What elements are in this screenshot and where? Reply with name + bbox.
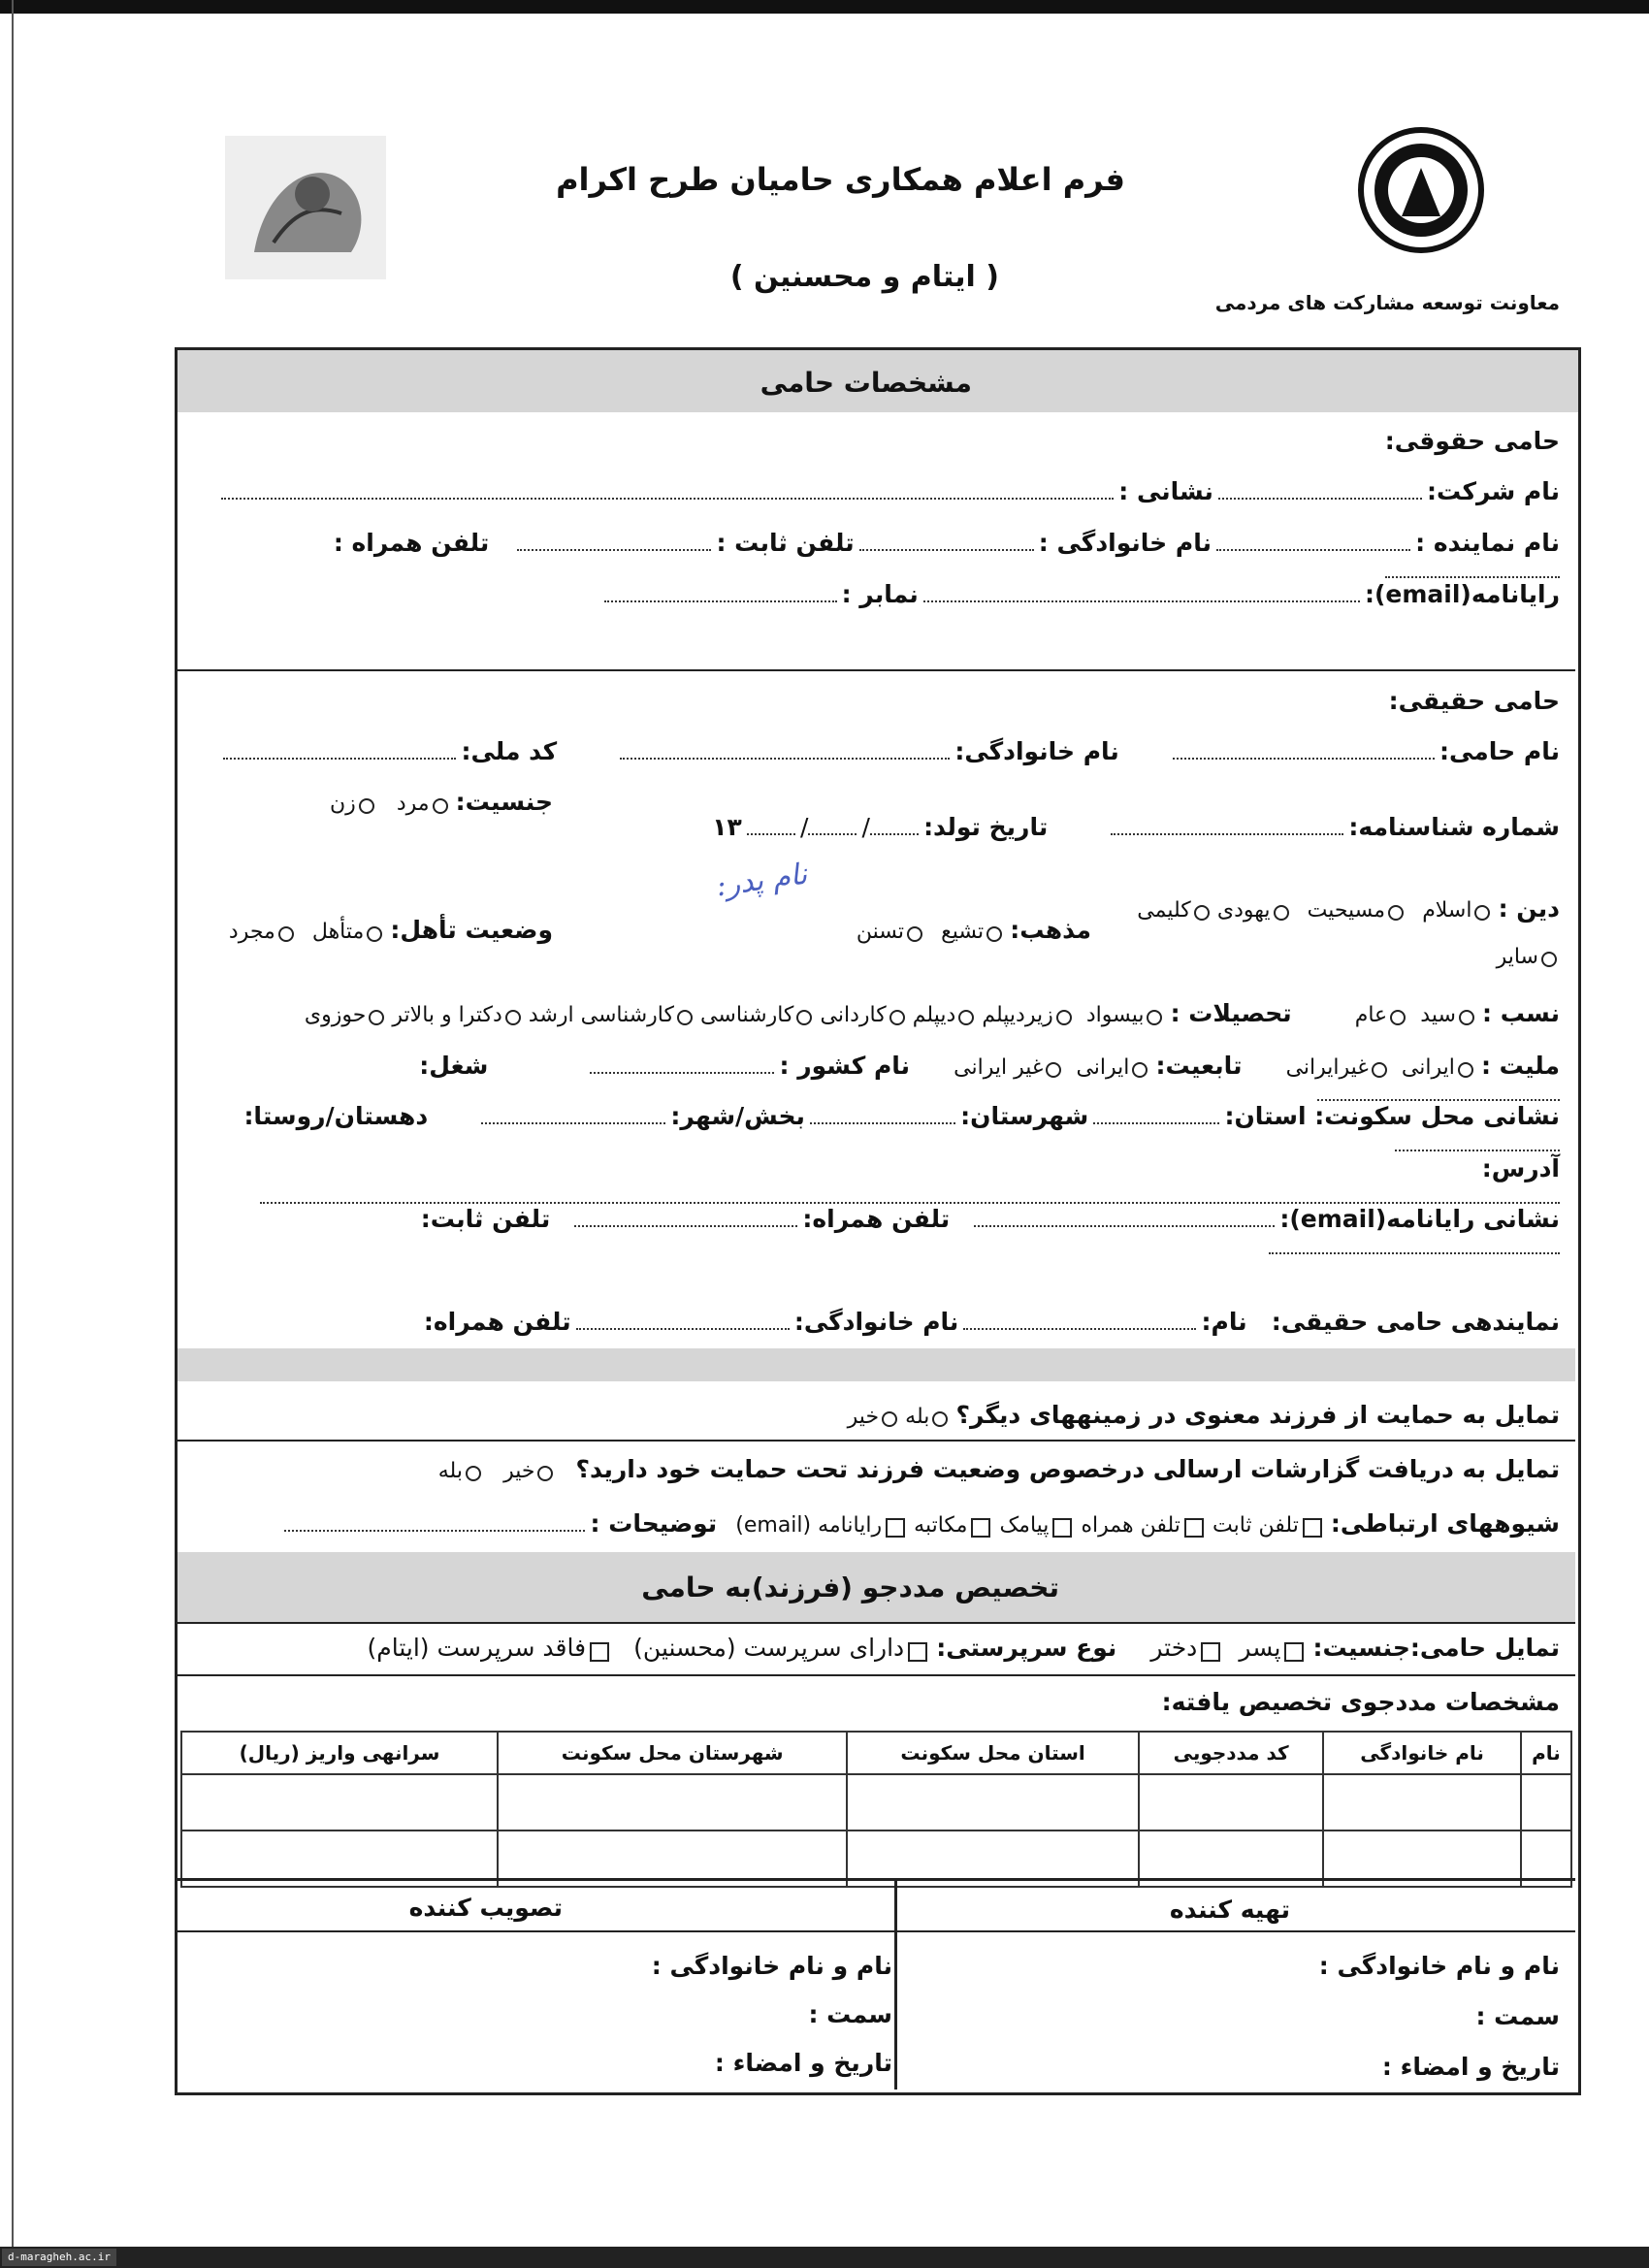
table-cell[interactable] <box>498 1774 847 1831</box>
col-province: استان محل سکونت <box>847 1732 1139 1774</box>
contact-details-row <box>182 1205 1560 1258</box>
edu-radio-4[interactable] <box>889 1010 905 1025</box>
q1-no-radio[interactable] <box>882 1411 897 1427</box>
preparer-date-sign-label: تاریخ و امضاء : <box>1381 2053 1560 2081</box>
female-radio[interactable] <box>359 798 374 814</box>
gender-row <box>330 788 553 816</box>
real-rep-label: نمایندهی حامی حقیقی: <box>1271 1308 1560 1336</box>
lineage-radio-1[interactable] <box>1459 1010 1474 1025</box>
edu-option-6: کارشناسی ارشد <box>528 1003 674 1027</box>
sponsor-logo-image <box>225 136 386 279</box>
rep-phone-field[interactable] <box>517 530 711 551</box>
contact-methods-label: شیوههای ارتباطی: <box>1330 1509 1560 1538</box>
id-birth-row: شماره شناسنامه: تاریخ تولد: / / ۱۳ <box>712 813 1560 841</box>
scan-top-edge <box>0 0 1649 14</box>
q2-yes-label: بله <box>437 1459 463 1483</box>
form-subtitle: ( ایتام و محسنین ) <box>729 260 999 294</box>
scan-left-edge <box>12 0 14 2268</box>
preference-row <box>367 1634 1560 1662</box>
sect-option-1: تشیع <box>941 920 985 944</box>
edu-option-5: کارشناسی <box>700 1003 794 1027</box>
lineage-radio-2[interactable] <box>1390 1010 1406 1025</box>
rep-phone-label: تلفن ثابت : <box>716 529 855 557</box>
sect-row <box>857 916 1091 944</box>
table-cell[interactable] <box>847 1774 1139 1831</box>
contact-email-label: رایانامه (email) <box>735 1513 883 1538</box>
religion-option-4: کلیمی <box>1137 898 1191 923</box>
religion-option-1: اسلام <box>1422 898 1472 923</box>
sect-option-2: تسنن <box>856 920 904 944</box>
real-rep-family-label: نام خانوادگی: <box>793 1308 959 1336</box>
contact-phone-label: تلفن ثابت <box>1212 1513 1299 1538</box>
rep-family-field[interactable] <box>859 530 1034 551</box>
col-name: نام <box>1521 1732 1571 1774</box>
religion-radio-2[interactable] <box>1388 905 1404 921</box>
address-line-row <box>182 1154 1560 1208</box>
edu-radio-3[interactable] <box>958 1010 974 1025</box>
marital-option-2: مجرد <box>228 920 275 944</box>
email-fax-row <box>182 580 1560 608</box>
male-label: مرد <box>396 792 430 816</box>
nationality-option-1: ایرانی <box>1401 1055 1455 1080</box>
question-1-text: تمایل به حمایت از فرزند معنوی در زمینههای دیگر؟ <box>955 1401 1560 1429</box>
organization-emblem <box>1339 124 1504 260</box>
province-label: نشانی محل سکونت: استان: <box>1224 1102 1560 1130</box>
nationality-option-2: غیرایرانی <box>1285 1055 1369 1080</box>
birth-month-field[interactable] <box>808 814 857 835</box>
female-label: زن <box>329 792 356 816</box>
sponsor-family-label: نام خانوادگی: <box>954 737 1119 765</box>
religion-option-3: یهودی <box>1216 898 1271 923</box>
lineage-education-row <box>305 999 1560 1027</box>
rep-name-label: نام نماینده : <box>1415 529 1560 557</box>
sponsor-section-heading: مشخصات حامی <box>760 367 972 399</box>
name-row <box>182 737 1560 765</box>
divider-q1 <box>178 1440 1575 1442</box>
address-line-field[interactable] <box>260 1183 1560 1204</box>
real-mobile-label: تلفن همراه: <box>802 1205 951 1233</box>
gender-label: جنسیت: <box>455 788 553 816</box>
legal-email-field[interactable] <box>923 581 1360 602</box>
table-cell[interactable] <box>181 1774 498 1831</box>
nationality-row <box>182 1052 1560 1105</box>
col-payment: سرانهی واریز (ریال) <box>181 1732 498 1774</box>
edu-option-7: دکترا و بالاتر <box>392 1003 502 1027</box>
source-badge: d-maragheh.ac.ir <box>2 2249 116 2266</box>
gray-separator <box>178 1348 1575 1381</box>
contact-mobile-checkbox[interactable] <box>1184 1518 1204 1538</box>
citizenship-radio-1[interactable] <box>1132 1062 1148 1078</box>
birth-year-prefix: ۱۳ <box>712 813 742 841</box>
divider-allocation-top <box>178 1622 1575 1624</box>
real-email-field[interactable] <box>974 1206 1275 1227</box>
representative-row <box>182 529 1560 582</box>
religion-radio-3[interactable] <box>1274 905 1289 921</box>
fax-field[interactable] <box>604 581 837 602</box>
preference-gender-label: تمایل حامی:جنسیت: <box>1312 1634 1560 1662</box>
nationality-label: ملیت : <box>1480 1052 1560 1080</box>
q2-no-label: خیر <box>503 1459 535 1483</box>
real-mobile-field[interactable] <box>574 1206 797 1227</box>
question-2-row <box>438 1455 1560 1483</box>
marital-radio-2[interactable] <box>278 926 294 942</box>
religion-row <box>1137 894 1560 923</box>
real-rep-mobile-label: تلفن همراه: <box>423 1308 571 1336</box>
county-label: شهرستان: <box>960 1102 1089 1130</box>
edu-radio-6[interactable] <box>677 1010 693 1025</box>
country-label: نام کشور : <box>779 1052 911 1080</box>
marital-label: وضعیت تأهل: <box>390 916 553 944</box>
lineage-option-2: عام <box>1354 1003 1388 1027</box>
divider-legal-real <box>178 669 1575 671</box>
male-radio[interactable] <box>433 798 448 814</box>
district-field[interactable] <box>481 1103 665 1124</box>
district-label: بخش/شهر: <box>670 1102 805 1130</box>
village-field[interactable] <box>1395 1130 1560 1151</box>
girl-checkbox[interactable] <box>1201 1642 1220 1662</box>
religion-option-2: مسیحیت <box>1307 898 1386 923</box>
table-cell[interactable] <box>1139 1774 1323 1831</box>
contact-methods-row <box>182 1509 1560 1538</box>
table-cell[interactable] <box>1521 1774 1571 1831</box>
contact-sms-label: پیامک <box>999 1513 1050 1538</box>
real-rep-name-field[interactable] <box>963 1309 1196 1330</box>
national-code-label: کد ملی: <box>461 737 558 765</box>
company-name-label: نام شرکت: <box>1427 477 1560 505</box>
marital-row <box>229 916 553 944</box>
preparer-position-label: سمت : <box>1475 2002 1560 2030</box>
divider-signatures-header <box>178 1930 1575 1932</box>
approver-fullname-label: نام و نام خانوادگی : <box>651 1952 892 1980</box>
edu-option-2: زیردیپلم <box>982 1003 1053 1027</box>
without-guardian-checkbox[interactable] <box>590 1642 609 1662</box>
birth-day-field[interactable] <box>870 814 919 835</box>
contact-sms-checkbox[interactable] <box>1052 1518 1072 1538</box>
lineage-label: نسب : <box>1482 999 1560 1027</box>
sect-radio-2[interactable] <box>907 926 922 942</box>
residence-row <box>182 1102 1560 1155</box>
organization-name: معاونت توسعه مشارکت های مردمی <box>1214 291 1560 314</box>
q2-no-radio[interactable] <box>537 1466 553 1481</box>
approver-date-sign-label: تاریخ و امضاء : <box>714 2049 892 2077</box>
approver-position-label: سمت : <box>808 2000 892 2028</box>
job-label: شغل: <box>419 1052 489 1080</box>
marital-radio-1[interactable] <box>367 926 382 942</box>
edu-option-4: کاردانی <box>820 1003 887 1027</box>
citizenship-option-2: غیر ایرانی <box>954 1055 1044 1080</box>
nationality-radio-1[interactable] <box>1458 1062 1473 1078</box>
contact-letter-label: مکاتبه <box>914 1513 968 1538</box>
rep-family-label: نام خانوادگی : <box>1038 529 1212 557</box>
col-code: کد مددجویی <box>1139 1732 1323 1774</box>
nationality-radio-2[interactable] <box>1372 1062 1387 1078</box>
religion-radio-4[interactable] <box>1194 905 1210 921</box>
q1-no-label: خیر <box>847 1405 880 1429</box>
boy-checkbox[interactable] <box>1284 1642 1304 1662</box>
preparer-fullname-label: نام و نام خانوادگی : <box>1318 1952 1560 1980</box>
rep-mobile-label: تلفن همراه : <box>333 529 490 557</box>
question-1-row <box>848 1401 1560 1429</box>
allocated-children-table <box>180 1731 1572 1888</box>
contact-phone-checkbox[interactable] <box>1303 1518 1322 1538</box>
question-2-text: تمایل به دریافت گزارشات ارسالی درخصوص وضعیت فرزند تحت حمایت خود دارید؟ <box>575 1455 1560 1483</box>
edu-radio-7[interactable] <box>505 1010 521 1025</box>
allocation-section-heading: تخصیص مددجو (فرزند)به حامی <box>641 1571 1059 1604</box>
marital-option-1: متأهل <box>311 920 365 944</box>
edu-option-1: بیسواد <box>1085 1003 1145 1027</box>
legal-sponsor-label: حامی حقوقی: <box>1384 427 1560 455</box>
fax-label: نمابر : <box>841 580 919 608</box>
birth-year-field[interactable] <box>747 814 795 835</box>
allocated-label: مشخصات مددجوی تخصیص یافته: <box>1161 1688 1560 1716</box>
contact-email-checkbox[interactable] <box>886 1518 905 1538</box>
sect-radio-1[interactable] <box>986 926 1002 942</box>
contact-letter-checkbox[interactable] <box>971 1518 990 1538</box>
handwritten-note: نام پدر: <box>713 857 809 904</box>
edu-radio-2[interactable] <box>1056 1010 1072 1025</box>
lineage-option-1: سید <box>1420 1003 1456 1027</box>
notes-label: توضیحات : <box>590 1509 718 1538</box>
contact-mobile-label: تلفن همراه <box>1081 1513 1180 1538</box>
job-field[interactable] <box>1317 1080 1560 1101</box>
national-code-field[interactable] <box>223 738 456 760</box>
girl-label: دختر <box>1150 1634 1198 1662</box>
notes-field[interactable] <box>284 1510 585 1532</box>
scan-bottom-edge <box>0 2247 1649 2268</box>
without-guardian-label: فاقد سرپرست (ایتام) <box>367 1634 587 1662</box>
religion-option-other: سایر <box>1496 945 1538 969</box>
sponsor-name-field[interactable] <box>1173 738 1435 760</box>
real-rep-family-field[interactable] <box>576 1309 790 1330</box>
approver-heading: تصویب کننده <box>408 1894 563 1922</box>
with-guardian-label: دارای سرپرست (محسنین) <box>633 1634 905 1662</box>
citizenship-option-1: ایرانی <box>1076 1055 1130 1080</box>
table-row <box>181 1774 1571 1831</box>
county-field[interactable] <box>810 1103 955 1124</box>
real-rep-name-label: نام: <box>1201 1308 1247 1336</box>
birth-date-label: تاریخ تولد: <box>923 813 1049 841</box>
boy-label: پسر <box>1239 1634 1281 1662</box>
q1-yes-radio[interactable] <box>932 1411 948 1427</box>
address-line-label: آدرس: <box>1481 1154 1560 1183</box>
table-cell[interactable] <box>1323 1774 1521 1831</box>
guardian-type-label: نوع سرپرستی: <box>936 1634 1117 1662</box>
religion-other-row <box>1497 945 1560 969</box>
divider-preference <box>178 1674 1575 1676</box>
country-field[interactable] <box>590 1053 774 1074</box>
company-row <box>182 477 1560 505</box>
rep-name-field[interactable] <box>1216 530 1410 551</box>
signatures-mid-divider <box>894 1880 897 2090</box>
col-county: شهرستان محل سکونت <box>498 1732 847 1774</box>
preparer-heading: تهیه کننده <box>1169 1895 1290 1924</box>
address-field[interactable] <box>221 478 1114 500</box>
province-field[interactable] <box>1093 1103 1219 1124</box>
edu-radio-8[interactable] <box>369 1010 384 1025</box>
address-label: نشانی : <box>1118 477 1213 505</box>
legal-email-label: رایانامه(email): <box>1364 580 1560 608</box>
col-family: نام خانوادگی <box>1323 1732 1521 1774</box>
sponsor-family-field[interactable] <box>620 738 950 760</box>
edu-option-3: دیپلم <box>912 1003 956 1027</box>
religion-label: دین : <box>1498 894 1560 923</box>
edu-radio-5[interactable] <box>796 1010 812 1025</box>
real-sponsor-label: حامی حقیقی: <box>1388 687 1560 715</box>
real-email-label: نشانی رایانامه(email): <box>1279 1205 1560 1233</box>
edu-option-8: حوزوی <box>304 1003 367 1027</box>
citizenship-label: تابعیت: <box>1155 1052 1243 1080</box>
education-label: تحصیلات : <box>1170 999 1292 1027</box>
rep-mobile-field[interactable] <box>1385 557 1560 578</box>
id-number-field[interactable] <box>1111 814 1343 835</box>
sponsor-name-label: نام حامی: <box>1439 737 1560 765</box>
religion-radio-1[interactable] <box>1474 905 1490 921</box>
form-title: فرم اعلام همکاری حامیان طرح اکرام <box>556 161 1125 198</box>
divider-signatures-top <box>178 1878 1575 1881</box>
sect-label: مذهب: <box>1010 916 1091 944</box>
religion-radio-other[interactable] <box>1541 952 1557 967</box>
q2-yes-radio[interactable] <box>466 1466 481 1481</box>
edu-radio-1[interactable] <box>1147 1010 1162 1025</box>
table-header-row <box>181 1732 1571 1774</box>
q1-yes-label: بله <box>905 1405 930 1429</box>
id-number-label: شماره شناسنامه: <box>1348 813 1560 841</box>
citizenship-radio-2[interactable] <box>1046 1062 1061 1078</box>
company-name-field[interactable] <box>1218 478 1422 500</box>
with-guardian-checkbox[interactable] <box>908 1642 927 1662</box>
real-phone-label: تلفن ثابت: <box>420 1205 551 1233</box>
real-phone-field[interactable] <box>1269 1233 1560 1254</box>
village-label: دهستان/روستا: <box>243 1102 429 1130</box>
